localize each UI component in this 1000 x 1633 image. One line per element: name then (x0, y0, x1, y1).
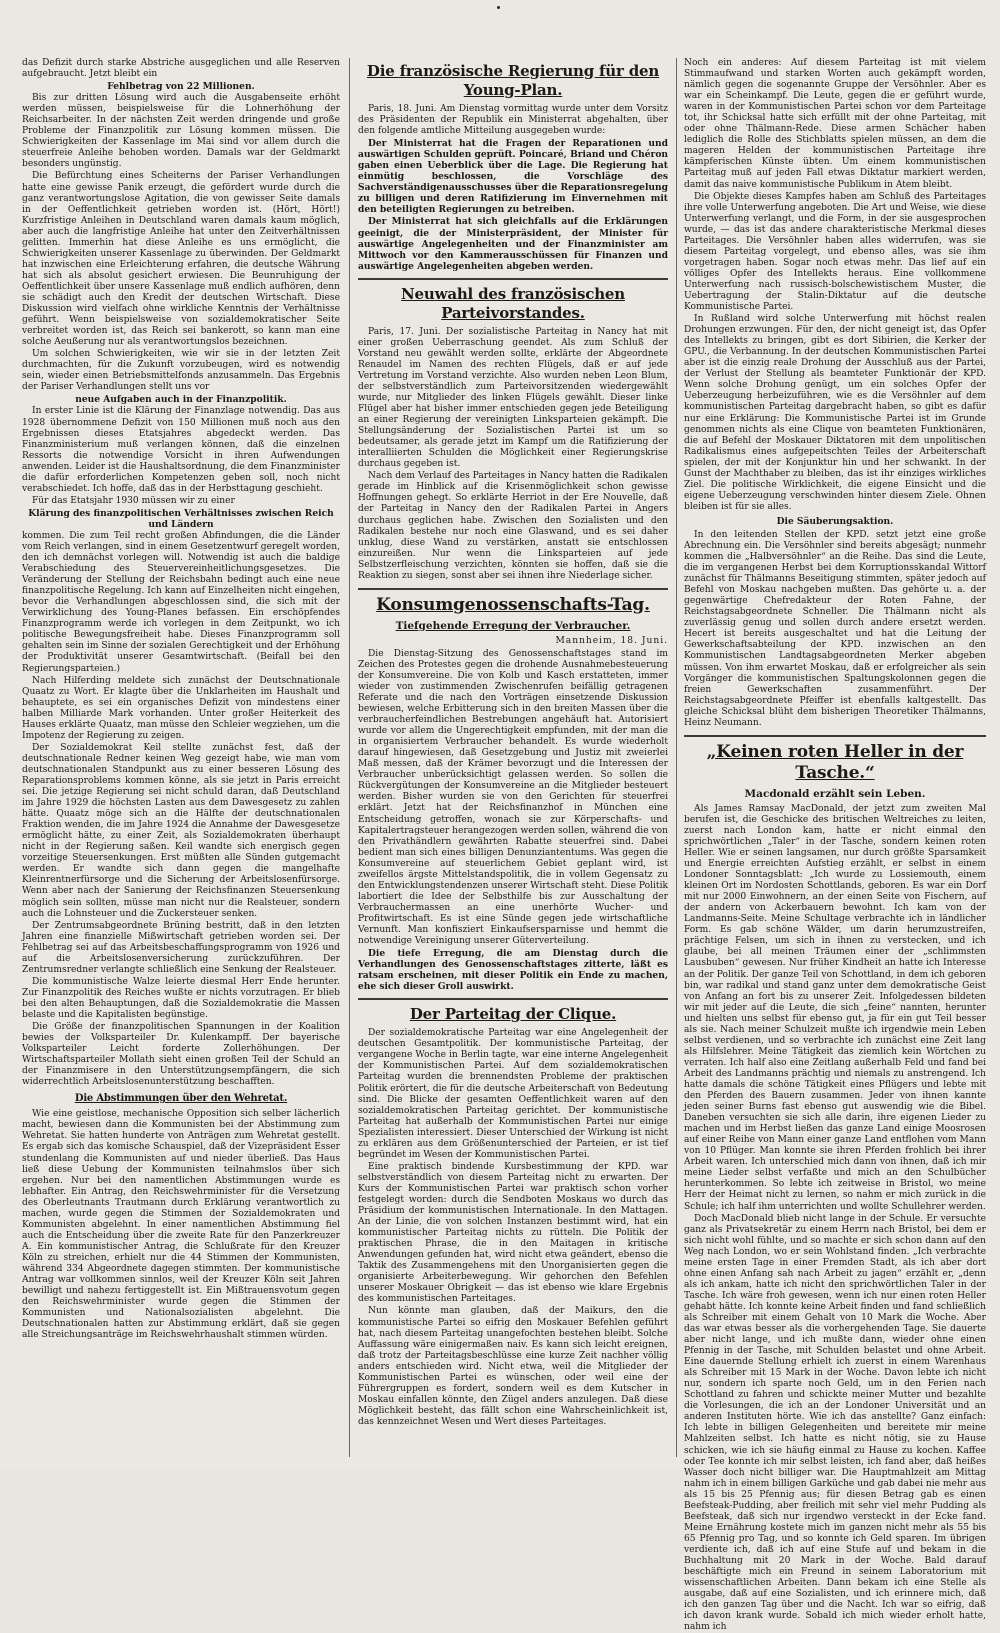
headline: „Keinen roten Heller in der Tasche.“ (706, 741, 964, 783)
headline: Der Parteitag der Clique. (409, 1005, 617, 1024)
paragraph: Nach dem Verlauf des Parteitages in Nancy hatten die Radikalen gerade im Hinblick auf die Krisenmöglichkeit schon gewisse Hoffnungen gehegt. So erklärte Herriot in der Ere Nouvelle, daß der Parteitag in Nancy den der Radikalen Partei in Angers durchaus geglichen habe. Zwischen den Sozialisten und den Radikalen bestehe nur noch eine Glaswand, und es sei daher unklug, diese Wand zu verstärken, anstatt sie entschlossen einzureißen. Nur wenn die Linksparteien auf jede Selbstzerfleischung verzichten, könnten sie hoffen, daß sie die Reaktion zu siegen, sonst aber sei ihnen ihre Niederlage sicher. (358, 471, 668, 581)
paragraph: Die Dienstag-Sitzung des Genossenschaftstages stand im Zeichen des Protestes gegen die drohende Ausnahmebesteuerung der Konsumvereine. Die von Kolb und Kasch erstatteten, immer wieder von zustimmenden Zwischenrufen beifällig getragenen Referate und die nach den Vorträgen einsetzende Diskussion bewiesen, welche Erbitterung sich in den breiten Massen über die verbraucherfeindlichen Bestrebungen angehäuft hat. Autorisiert wurde vor allem die Ungerechtigkeit empfunden, mit der man die in organisiertem Verbraucher behandelt. Es wurde wiederholt darauf hingewiesen, daß Gesetzgebung und Justiz mit zweierlei Maß messen, daß der Krämer bevorzugt und die Interessen der Verbraucher unberücksichtigt gelassen werden. So sollen die Rückvergütungen der Konsumvereine an die Mitglieder besteuert werden. Bisher wurden sie von den Gerichten für steuerfrei erklärt. Jetzt hat der Reichsfinanzhof in München eine Entscheidung getroffen, wonach sie zur Körperschafts- und Kapitalertragsteuer herangezogen werden sollen, während die von den Privathändlern gewährten Rabatte steuerfrei sind. Dabei bedient man sich eines billigen Denunziantentums. Was gegen die Konsumvereine auf steuerlichem Gebiet geplant wird, ist zweifellos ärgste Mittelstandspolitik, die in vollem Gegensatz zu den Entwicklungstendenzen unserer Wirtschaft steht. Diese Politik labortiert die Idee der Selbsthilfe bis zur Ausschaltung der Verbrauchermassen an eine unerhörte Wucher- und Profitwirtschaft. Es ist eine Sünde gegen jede wirtschaftliche Vernunft. Man konfisziert Einkaufsersparnisse und hemmt die notwendige Vereinigung unserer Güterverteilung. (358, 648, 668, 947)
divider (358, 588, 668, 590)
paragraph: Paris, 17. Juni. Der sozialistische Parteitag in Nancy hat mit einer großen Ueberraschung geendet. Als zum Schluß der Vorstand neu gewählt werden sollte, erklärte der Abgeordnete Renaudel im Namen des rechten Flügels, daß er auf jede Vertretung im Vorstand verzichte. Also wurden neben Leon Blum, der selbstverständlich zum Parteivorsitzenden wiedergewählt wurde, nur Mitglieder des linken Flügels gewählt. Dieser linke Flügel aber hat bisher immer entschieden gegen jede Beteiligung an einer Regierung der vereinigten Linksparteien gekämpft. Die Stellungsänderung der Sozialistischen Partei ist um so bedeutsamer, als gerade jetzt im Kampf um die Ratifizierung der interalliierten Schulden die Möglichkeit einer Regierungskrise durchaus gegeben ist. (358, 326, 668, 470)
paragraph: Eine praktisch bindende Kursbestimmung der KPD. war selbstverständlich von diesem Parteitag nicht zu erwarten. Der Kurs der Kommunistischen Partei war praktisch schon vorher festgelegt worden: durch die Sendboten Moskaus wo durch das Präsidium der kommunistischen Internationale. In den Mattagen. An der Linie, die von solchen Instanzen bestimmt wird, hat ein kommunistischer Parteitag nichts zu rütteln. Die Politik der praktischen Phrase, die in den Maitagen in kritische Anwendungen gefunden hat, wird nicht etwa geändert, ebenso die Taktik des Zusammengehens mit den Unorganisierten gegen die organisierte Arbeiterbewegung. Wir gehorchen den Befehlen unserer Moskauer Obrigkeit — das ist ebenso wie klare Ergebnis des kommunistischen Parteitages. (358, 1161, 668, 1305)
paragraph: Die tiefe Erregung, die am Dienstag durch die Verhandlungen des Genossenschaftstages zitterte, läßt es ratsam erscheinen, mit dieser Politik ein Ende zu machen, ehe sich dieser Groll auswirkt. (358, 948, 668, 993)
paragraph: Um solchen Schwierigkeiten, wie wir sie in der letzten Zeit durchmachten, für die Zukunft vorzubeugen, wird es notwendig sein, wieder einen Betriebsmittelfonds anzusammeln. Das Ergebnis der Pariser Verhandlungen stellt uns vor (22, 349, 340, 393)
paragraph: Nach Hilferding meldete sich zunächst der Deutschnationale Quaatz zu Wort. Er klagte über die Unklarheiten im Haushalt und behauptete, es sei ein organisches Defizit von mindestens einer halben Milliarde Mark vorhanden. Unter großer Heiterkeit des Hauses erklärte Quaatz, man müsse den Schleier wegziehen, um die Impotenz der Regierung zu zeigen. (22, 675, 340, 741)
paragraph: Noch ein anderes: Auf diesem Parteitag ist mit vielem Stimmaufwand und starken Worten auch gekämpft worden, nämlich gegen die sogenannte Gruppe der Versöhnler. Aber es war ein Scheinkampf. Die Leute, gegen die er geführt wurde, waren in der Kommunistischen Partei schon vor dem Parteitage tot, ihr Schicksal hatte sich erfüllt mit der ohne Parteitag, mit oder ohne Thälmann-Rede. Diese armen Schächer haben lediglich die Rolle des Stichblatts spielen müssen, an dem die mageren Helden der kommunistischen Parteitage ihre kämpferischen Künste übten. Um einem kommunistischen Parteitag muß auf jeden Fall etwas Diktatur markiert werden, damit das naive kommunistische Publikum in Atem bleibt. (684, 58, 986, 190)
headline: Die französische Regierung für den Young-Plan. (366, 62, 660, 99)
paragraph: Der Zentrumsabgeordnete Brüning bestritt, daß in den letzten Jahren eine finanzielle Mißwirtschaft getrieben worden sei. Der Fehlbetrag sei auf das Arbeitsbeschaffungsprogramm von 1926 und auf die Arbeitslosenversicherung zurückzuführen. Der Zentrumsredner verlangte schließlich eine Senkung der Realsteuer. (22, 920, 340, 975)
paragraph: Der Ministerrat hat die Fragen der Reparationen und auswärtigen Schulden geprüft. Poincaré, Briand und Chéron gaben einen Ueberblick über die Lage. Die Regierung hat einmütig beschlossen, die Vorschläge des Sachverständigenausschusses über die Reparationsregelung zu billigen und deren Ratifizierung im Einvernehmen mit den beteiligten Regierungen zu betreiben. (358, 138, 668, 216)
subheadline: Macdonald erzählt sein Leben. (744, 787, 926, 800)
divider (358, 998, 668, 1000)
paragraph: Die kommunistische Walze leierte diesmal Herr Ende herunter. Zur Finanzpolitik des Reiches wußte er nichts vorzutragen. Er blieb bei den alten Behauptungen, daß die Sozialdemokratie die Massen belaste und die Kapitalisten begünstige. (22, 976, 340, 1020)
subheading: neue Aufgaben auch in der Finanzpolitik. (75, 394, 287, 406)
paragraph: Für das Etatsjahr 1930 müssen wir zu einer (32, 495, 235, 506)
divider (358, 278, 668, 280)
subheadline: Tiefgehende Erregung der Verbraucher. (395, 619, 631, 632)
paragraph: In Rußland wird solche Unterwerfung mit höchst realen Drohungen erzwungen. Für den, der nicht geneigt ist, das Opfer des Intellekts zu bringen, gibt es dort Sibirien, die Kerker der GPU., die Verbannung. In der deutschen Kommunistischen Partei aber ist die einzig reale Drohung der Ausschluß aus der Partei, der Verlust der Stellung als beamteter Funktionär der KPD. Wenn solche Drohung genügt, um ein solches Opfer der Ueberzeugung herbeizuführen, wie es die Versöhnler auf dem kommunistischen Parteitag dargebracht haben, so gibt es dafür nur eine Erklärung: Die Kommunistische Partei ist im Grunde genommen nichts als eine Clique von beamteten Funktionären, die auf Befehl der Moskauer Diktatoren mit dem unpolitischen Radikalismus eines aufgepeitschten Teiles der Arbeiterschaft spielen, der mit der Konjunktur hin und her schwankt. In der Gunst der Machthaber zu bleiben, das ist ihr einziges wirkliches Ziel. Die politische Wirklichkeit, die eigene Einsicht und die eigene Ueberzeugung verschwinden hinter diesem Ziele. Ohnen bleiben ist für sie alles. (684, 314, 986, 512)
paragraph: Doch MacDonald blieb nicht lange in der Schule. Er versuchte ganz als Privatsekretär zu einem Herrn nach Bristol, bei dem er sich nicht wohl fühlte, und so machte er sich schon dann auf den Weg nach London, wo er sein Wohlstand finden. „Ich verbrachte meine ersten Tage in einer Fremden Stadt, als ich aber dort ohne einen Anfang sah nach Arbeit zu jagen“ erzählt er, „denn als ich ankam, hatte ich nicht den sprichwörtlichen Taler in der Tasche. Ich wäre froh gewesen, wenn ich nur einen roten Heller gehabt hätte. Ich konnte keine Arbeit finden und fand schließlich als Schreiber mit einem Gehalt von 10 Mark die Woche. Aber das war etwas besser als die vorhergehenden Tage. Sie dauerte aber nicht lange, und ich mußte dann, wieder ohne einen Pfennig in der Tasche, mit Schulden belastet und ohne Arbeit. Eine dauernde Stellung erhielt ich zuerst in einem Warenhaus als Schreiber mit 15 Mark in der Woche. Davon lebte ich nicht nur, sondern ich sparte noch Geld, um in den Ferien nach Schottland zu fahren und schickte meiner Mutter und bezahlte die Vorlesungen, die ich an der Londoner Universität und an anderen Instituten hörte. Wie ich das anstellte? Ganz einfach: Ich lebte in billigen Gelegenheiten und bereitete mir meine Mahlzeiten selbst. Ich hatte es nicht nötig, sie zu Hause schicken, wie ich sie häufig einmal zu Hause zu kochen. Kaffee oder Tee konnte ich mir selbst leisten, ich fand aber, daß heißes Wasser doch nicht billiger war. Die Hauptmahlzeit am Mittag nahm ich in einem billigen Garküche und gab dabei nie mehr aus als 15 bis 25 Pfennig aus; für diesen Betrag gab es einen Beefsteak-Pudding, aber freilich mit sehr viel mehr Pudding als Beefsteak, daß sich nur irgendwo versteckt in der Ecke fand. Meine Ernährung kostete mich im ganzen nicht mehr als 55 bis 65 Pfennig pro Tag, und so konnte ich Geld sparen. Im übrigen verdiente ich, daß ich auf eine Stufe auf und bekam in die Buchhaltung mit 20 Mark in der Woche. Bald darauf beschäftigte mich ein Freund in seinem Laboratorium mit wissenschaftlichen Arbeiten. Dann bekam ich eine Stelle als ausgabe, daß auf eine Sozialisten, und ich erinnere mich, daß ich den ganzen Tag über und die Nacht. Ich war so eifrig, daß ich davon krank wurde. Sobald ich mich wieder erholt hatte, nahm ich (684, 1213, 986, 1633)
paragraph: kommen. Die zum Teil recht großen Abfindungen, die die Länder vom Reich verlangen, sind in einem Gesetzentwurf geregelt worden, den ich demnächst vorlegen will. Notwendig ist auch die baldige Verabschiedung des Steuervereinheitlichungsgesetzes. Die Veränderung der Stellung der Reichsbahn bedingt auch eine neue finanzpolitische Regelung. Ich kann auf Einzelheiten nicht eingehen, bevor die Verhandlungen abgeschlossen sind, die sich mit der Verwirklichung des Young-Planes befassen. Ein erschöpfendes Finanzprogramm werde ich vorlegen in dem Zeitpunkt, wo ich politische Bewegungsfreiheit habe. Dieses Finanzprogramm soll gehalten sein im Sinne der sozialen Gerechtigkeit und der Erhöhung der Produktivität unserer Gesamtwirtschaft. (Beifall bei den Regierungsparteien.) (22, 530, 340, 674)
paragraph: Die Befürchtung eines Scheiterns der Pariser Verhandlungen hatte eine gewisse Panik erzeugt, die gefördert wurde durch die ganz verantwortungslose Agitation, die von gewisser Seite damals in der Oeffentlichkeit getrieben worden ist. (Hört, Hört!) Kurzfristige Anleihen in Deutschland waren damals kaum möglich, aber auch die langfristige Anleihe hat unter den Zeitverhältnissen gelitten. Immerhin hat diese Anleihe es uns ermöglicht, die Schwierigkeiten unserer Kassenlage zu überwinden. Der Geldmarkt hat inzwischen eine Erleichterung erfahren, die deutsche Währung hat sich als absolut gesichert erwiesen. Die Beunruhigung der Oeffentlichkeit über unsere Kassenlage muß endlich aufhören, denn sie schädigt auch den Kredit der deutschen Wirtschaft. Diese Diskussion wird vielfach ohne wirkliche Kenntnis der Verhältnisse geführt. Wenn beispielsweise von sozialdemokratischer Seite verbreitet worden ist, das Reich sei bankerott, so kann man eine solche Aeußerung nur als verantwortungslos bezeichnen. (22, 171, 340, 348)
paragraph: das Defizit durch starke Abstriche ausgeglichen und alle Reserven aufgebraucht. Jetzt bleibt ein (22, 58, 340, 80)
paragraph: In erster Linie ist die Klärung der Finanzlage notwendig. Das aus 1928 übernommene Defizit von 150 Millionen muß noch aus den Ergebnissen dieses Etatsjahres abgedeckt werden. Das Finanzministerium muß verlangen können, daß die einzelnen Ressorts die notwendige Vorsicht in ihren Aufwendungen anwenden. Leider ist die Haushaltsordnung, die dem Finanzminister die dafür erforderlichen Kompetenzen geben soll, noch nicht verabschiedet. Ich hoffe, daß das in der Herbsttagung geschieht. (22, 406, 340, 494)
section-heading: Die Abstimmungen über den Wehretat. (74, 1093, 288, 1105)
section-heading: Die Säuberungsaktion. (776, 515, 894, 527)
paragraph: Der sozialdemokratische Parteitag war eine Angelegenheit der deutschen Gesamtpolitik. Der kommunistische Parteitag, der vergangene Woche in Berlin tagte, war eine interne Angelegenheit der Kommunistischen Partei. Auf dem sozialdemokratischen Parteitag wurden die brennendsten Probleme der praktischen Politik erörtert, die für die deutsche Arbeiterschaft von Bedeutung sind. Die Blicke der gesamten Oeffentlichkeit waren auf den sozialdemokratischen Parteitag gerichtet. Der kommunistische Parteitag hat außerhalb der Kommunistischen Partei nur einige Spezialisten interessiert. Dieser Unterschied der Wirkung ist nicht zu erklären aus dem Größenunterschied der Parteien, er ist tief begründet im Wesen der Kommunistischen Partei. (358, 1028, 668, 1160)
paragraph: In den leitenden Stellen der KPD. setzt jetzt eine große Abrechnung ein. Die Versöhnler sind bereits abgesägt; nunmehr kommen die „Halbversöhnler“ an die Reihe. Das sind die Leute, die im vergangenen Herbst bei dem Korruptionsskandal Wittorf zunächst für Thälmanns Beseitigung stimmten, später jedoch auf Befehl von Moskau nachgeben mußten. Das gehörte u. a. der gegenwärtige Chefredakteur der Roten Fahne, der Reichstagsabgeordnete Schneller. Die Thälmann nicht als zuverlässig genug und sollen durch andere ersetzt werden. Hecert ist bereits ausgeschaltet und hat die Leitung der Gewerkschaftsabteilung der KPD. inzwischen an den Kommunistischen Landtagsabgeordneten Merker abgeben müssen. Von ihm erwartet Moskau, daß er erfolgreicher als sein Vorgänger die kommunistischen Spaltungskolonnen gegen die freien Gewerkschaften zusammenführt. Der Reichstagsabgeordnete Pfeiffer ist ebenfalls kaltgestellt. Das gleiche Schicksal blüht dem bisherigen Theoretiker Thälmanns, Heinz Neumann. (684, 529, 986, 728)
paragraph: Bis zur dritten Lösung wird auch die Ausgabenseite erhöht werden müssen, beispielsweise für die Lohnerhöhung der Reichsarbeiter. In der nächsten Zeit werden dringende und große Probleme der Finanzpolitik zur Lösung kommen müssen. Die Schwierigkeiten der Kassenlage im Mai sind vor allem durch die steuerfreie Anleihe behoben worden. Damals war der Geldmarkt besonders ungünstig. (22, 93, 340, 170)
column-rule (349, 58, 350, 1457)
subheading: Klärung des finanzpolitischen Verhältnisses zwischen Reich und Ländern (28, 507, 334, 530)
paragraph: Als James Ramsay MacDonald, der jetzt zum zweiten Mal berufen ist, die Geschicke des britischen Weltreiches zu leiten, zuerst nach London kam, hatte er nicht einmal den sprichwörtlichen „Taler“ in der Tasche, sondern keinen roten Heller. Wie er seinen langsamen, nur durch größte Sparsamkeit und Energie erreichten Aufstieg erzählt, er selbst in einem Londoner Sonntagsblatt: „Ich wurde zu Lossiemouth, einem kleinen Ort im Nordosten Schottlands, geboren. Es war ein Dorf mit nur 2000 Einwohnern, an der einen Seite von Fischern, auf der andern von Ackerbauern bewohnt. Ich kam von der Landmanns-Seite. Meine Schultage verbrachte ich in ländlicher Form. Es gab schöne Wälder, um darin herumzustreifen, prächtige Felsen, um sich in ihnen zu verstecken, und ich glaube, bei all meinen Träumen einer der „schlimmsten Lausbuben“ gewesen. Nur früher Kindheit an hatte ich Interesse an der Politik. Der ganze Teil von Schottland, in dem ich geboren bin, war radikal und stand ganz unter dem demokratische Geist von Anfang an fort bis zu unserer Zeit. Infolgedessen bildeten wir mit jeder auf die Leute, die sich „feine“ nannten, herunter und hielten uns selbst für ebenso gut, ja für ein gut Teil besser als sie. Nach meiner Schulzeit mußte ich irgendwie mein Leben selbst verdienen, und so verbrachte ich zunächst eine Zeit lang als Hilfslehrer. Meine Tätigkeit das ziemlich kein Wörtchen zu verraten. Ich half also eine Zeitlang außerhalb Feld und fand bei Arbeit des Landmanns prächtig und niemals zu anstrengend. Ich hatte damals die schöne Tätigkeit eines Pflügers und lebte mit den Pferden des Bauern zusammen. Jeder von ihnen kannte jeden seiner Burns fast ebenso gut auswendig wie die Bibel. Daneben versuchten sie sich alle darin, ihre eigenen Lieder zu machen und im Herbst ließen das ganze Land einige Moosrosen auf einer Reihe von Mann einer ganze Land entflohen vom Mann von 10 Pflüger. Man konnte sie ihren Pferden frohlich bei ihrer Arbeit waren. Ich unterschied mich dann von ihnen, daß ich mir meine Lieder selbst verfaßte und mich an den Schulbücher herunterkommen. So lebte ich zeitweise in Bristol, wo meine Herr der Heimat nicht zu lernen, so nahm er mich zurück in die Schule; ich half ihm unterrichten und wollte Schullehrer werden. (684, 803, 986, 1212)
headline: Neuwahl des französischen Parteivorstandes. (401, 284, 625, 322)
paragraph: Nun könnte man glauben, daß der Maikurs, den die kommunistische Partei so eifrig den Moskauer Befehlen geführt hat, nach diesem Parteitag unangefochten bestehen bleibt. Solche Auffassung wäre einigermaßen naiv. Es kann sich leicht ereignen, daß trotz der Parteitagsbeschlüsse eine kurze Zeit nachher völlig anders entschieden wird. Nicht etwa, weil die Mitglieder der Kommunistischen Partei es wünschen, oder weil eine der Führergruppen es fordert, sondern weil es dem Kutscher in Moskau einfallen könnte, den Zügel anders anzulegen. Daß diese Möglichkeit besteht, das fällt schon eine Wahrscheinlichkeit ist, das kennzeichnet Wesen und Wert dieses Parteitages. (358, 1306, 668, 1427)
paragraph: Die Größe der finanzpolitischen Spannungen in der Koalition bewies der Volksparteiler Dr. Kulenkampff. Der bayerische Volksparteiler Leicht forderte Zollerhöhungen. Der Wirtschaftsparteiler Mollath sieht einen großen Teil der Schuld an der Finanzmisere in den Unterstützungsempfängern, die sich widerrechtlich Arbeitslosenunterstützung beschafften. (22, 1022, 340, 1088)
column-3 (684, 58, 986, 1633)
column-1 (22, 58, 340, 1457)
column-2 (358, 58, 668, 1457)
column-rule (676, 58, 677, 1457)
divider (684, 735, 986, 737)
paragraph: Wie eine geistlose, mechanische Opposition sich selber lächerlich macht, bewiesen dann die Kommunisten bei der Abstimmung zum Wehretat. Sie hatten hunderte von Anträgen zum Wehretat gestellt. Es ergab sich das komische Schauspiel, daß der Vizepräsident Esser stundenlang die Kommunisten auf und nieder überließ. Das Haus ließ diese Uebung der Kommunisten teilnahmslos über sich ergehen. Nur bei den namentlichen Abstimmungen wurde es lebhafter. Ein Antrag, den Reichswehrminister für die Versetzung des Oberleutnants Trautmann durch Erklärung verantwortlich zu machen, wurde gegen die Stimmen der Sozialdemokraten und Kommunisten abgelehnt. In einer namentlichen Abstimmung fiel auch die Entscheidung über die zweite Rate für den Panzerkreuzer A. Ein kommunistischer Antrag, die Schlußrate für den Kreuzer Köln zu streichen, erhielt nur die 44 Stimmen der Kommunisten, während 334 Abgeordnete dagegen stimmten. Der kommunistische Antrag war vollkommen sinnlos, weil der Kreuzer Köln seit Jahren bewilligt und nahezu fertiggestellt ist. Ein Mißtrauensvotum gegen den Reichswehrminister wurde gegen die Stimmen der Kommunisten und Nationalsozialisten abgelehnt. Die Deutschnationalen hatten zur Abstimmung erklärt, daß sie gegen alle Streichungsanträge im Reichswehrhaushalt stimmen würden. (22, 1109, 340, 1341)
dateline: Mannheim, 18. Juni. (555, 635, 668, 646)
page-mark (497, 6, 500, 9)
subheading: Fehlbetrag von 22 Millionen. (107, 81, 255, 93)
headline: Konsumgenossenschafts-Tag. (376, 594, 650, 615)
paragraph: Die Objekte dieses Kampfes haben am Schluß des Parteitages ihre volle Unterwerfung angeboten. Die Art und Weise, wie diese Unterwerfung verlangt, und die Form, in der sie ausgesprochen wurde, — das ist das andere charakteristische Merkmal dieses Parteitages. Die Versöhnler haben alles widerrufen, was sie diesem Parteitag vorgelegt, und ebenso alles, was sie ihm vorgetragen haben. Sogar noch etwas mehr. Das lief auf ein völliges Opfer des Intellekts heraus. Eine vollkommene Unterwerfung nach russisch-bolschewistischem Muster, die Uebertragung der Stalin-Diktatur auf die deutsche Kommunistische Partei. (684, 191, 986, 313)
paragraph: Paris, 18. Juni. Am Dienstag vormittag wurde unter dem Vorsitz des Präsidenten der Republik ein Ministerrat abgehalten, über den folgende amtliche Mitteilung ausgegeben wurde: (358, 104, 668, 137)
paragraph: Der Ministerrat hat sich gleichfalls auf die Erklärungen geeinigt, die der Ministerpräsident, der Minister für auswärtige Angelegenheiten und der Finanzminister am Mittwoch vor den Kammerausschüssen für Finanzen und auswärtige Angelegenheiten abgeben werden. (358, 216, 668, 272)
paragraph: Der Sozialdemokrat Keil stellte zunächst fest, daß der deutschnationale Redner keinen Weg gezeigt habe, wie man vom deutschnationalen Standpunkt aus zu einer besseren Lösung des Reparationsproblems kommen könne, als sie jetzt in Paris erreicht sei. Die jetzige Regierung sei nicht schuld daran, daß Deutschland im Jahre 1929 die höchsten Lasten aus dem Dawesgesetz zu zahlen hätte. Quaatz möge sich an die Hälfte der deutschnationalen Fraktion wenden, die im Jahre 1924 die Annahme der Dawesgesetze ermöglicht hätte, zu einer Zeit, als Sozialdemokraten überhaupt nicht in der Regierung saßen. Keil wandte sich energisch gegen vorzeitige Steuersenkungen. Erst müßten alle Sünden gutgemacht werden. Er wandte sich dann gegen die mangelhafte Kleinrentnerfürsorge und die Sicherung der Arbeitslosenfürsorge. Wenn aber nach der Sanierung der Reichsfinanzen Steuersenkung möglich sein sollten, müsse man nicht nur die Realsteuer, sondern auch die Lohnsteuer und die Zuckersteuer senken. (22, 742, 340, 919)
